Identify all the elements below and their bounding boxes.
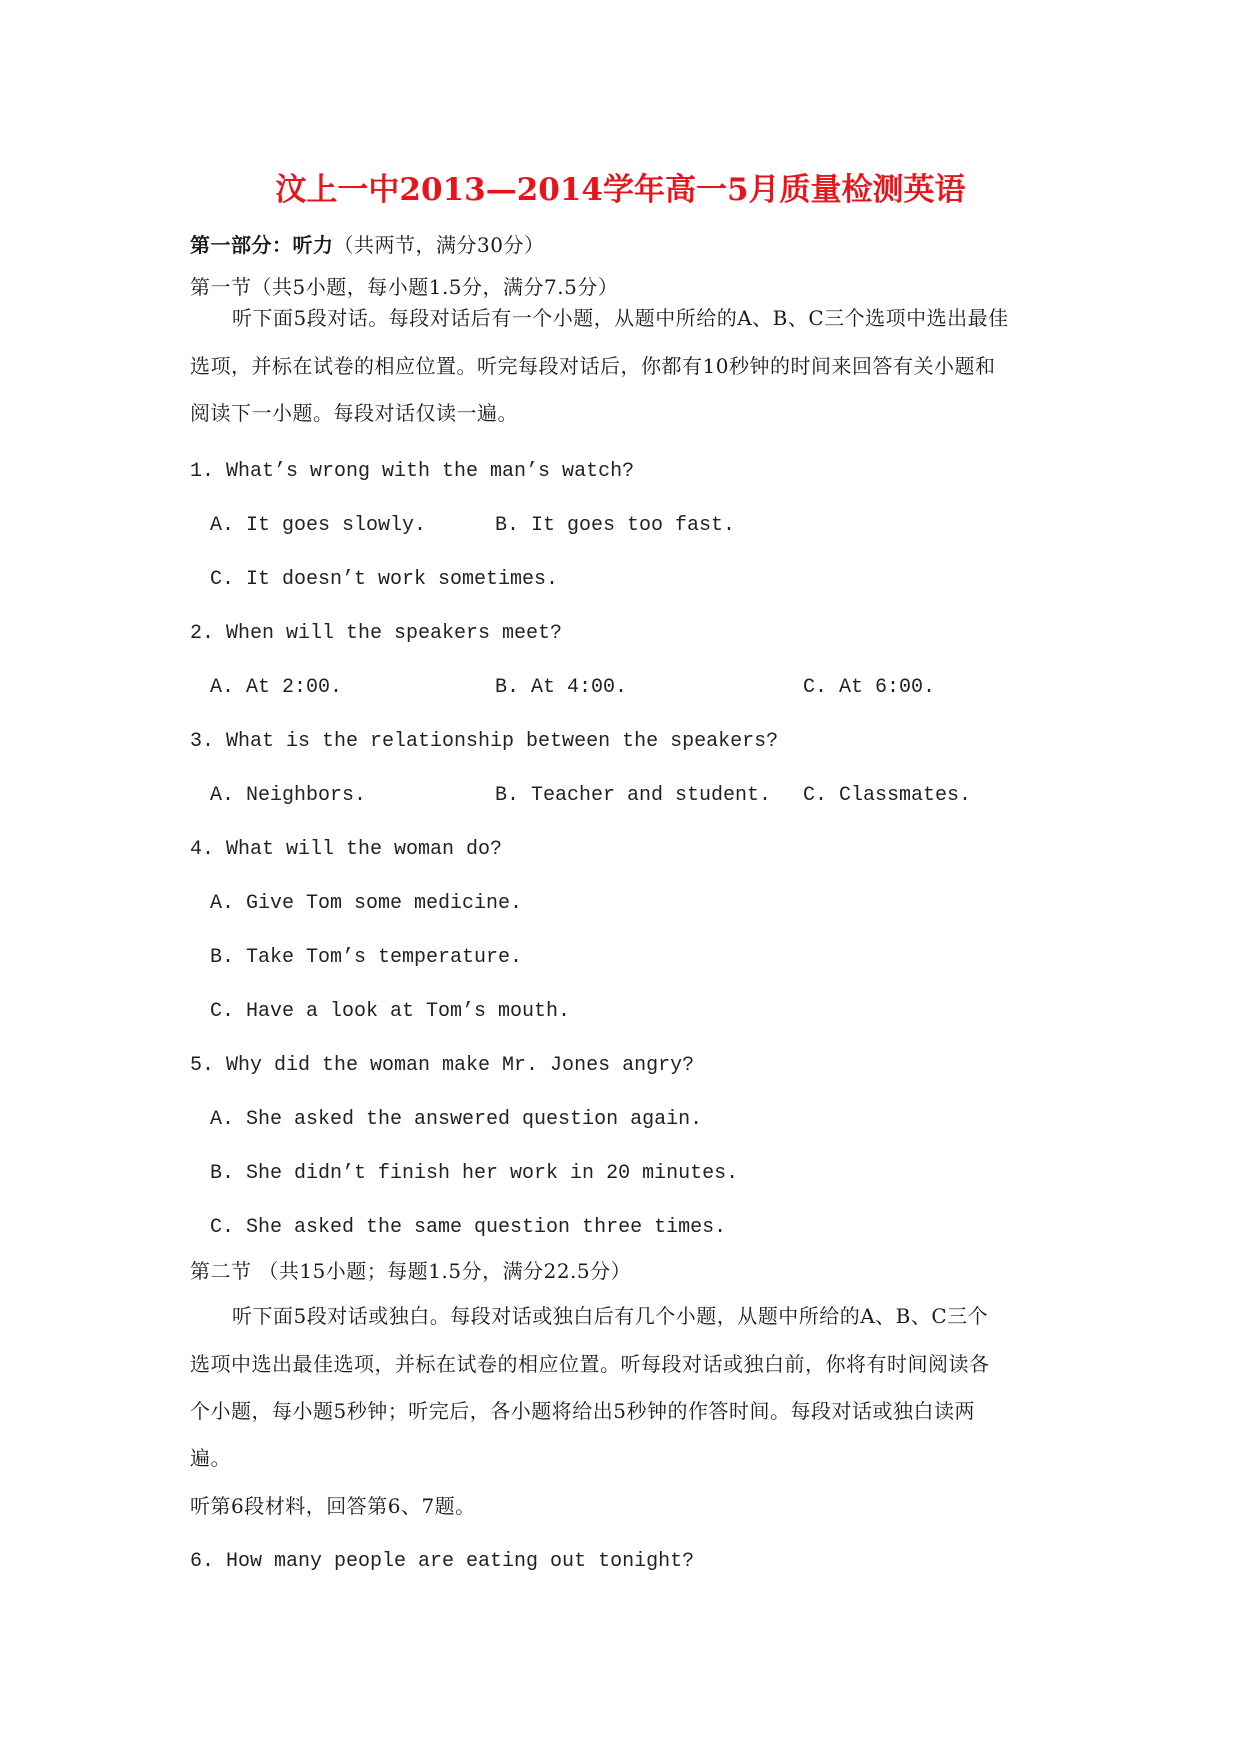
q4-option-a: A. Give Tom some medicine.	[210, 892, 523, 915]
q2-option-a: A. At 2:00.	[210, 676, 343, 699]
question-6: 6. How many people are eating out tonight?	[190, 1550, 695, 1573]
q4-option-b: B. Take Tom’s temperature.	[210, 946, 523, 969]
q5-option-c: C. She asked the same question three times.	[210, 1216, 727, 1239]
part1-heading-rest: （共两节，满分30分）	[333, 233, 545, 257]
section1-instruction-line: 阅读下一小题。每段对话仅读一遍。	[190, 401, 518, 425]
question-2: 2. When will the speakers meet?	[190, 622, 563, 645]
q4-option-c: C. Have a look at Tom’s mouth.	[210, 1000, 571, 1023]
q1-option-b: B. It goes too fast.	[495, 514, 736, 537]
question-3: 3. What is the relationship between the speakers?	[190, 730, 779, 753]
q5-option-b: B. She didn’t finish her work in 20 minutes.	[210, 1162, 739, 1185]
q3-option-a: A. Neighbors.	[210, 784, 367, 807]
q1-option-c: C. It doesn’t work sometimes.	[210, 568, 559, 591]
document-title: 汶上一中2013—2014学年高一5月质量检测英语	[275, 172, 966, 208]
section2-instruction-line: 听下面5段对话或独白。每段对话或独白后有几个小题，从题中所给的A、B、C三个	[232, 1304, 989, 1328]
q3-option-b: B. Teacher and student.	[495, 784, 772, 807]
q3-option-c: C. Classmates.	[803, 784, 972, 807]
section2-instruction-line: 遍。	[190, 1446, 231, 1470]
section2-instruction-line: 个小题，每小题5秒钟；听完后，各小题将给出5秒钟的作答时间。每段对话或独白读两	[190, 1399, 975, 1423]
q2-option-b: B. At 4:00.	[495, 676, 628, 699]
part1-heading-bold: 第一部分：听力	[190, 233, 334, 257]
material-note: 听第6段材料，回答第6、7题。	[190, 1494, 476, 1518]
q5-option-a: A. She asked the answered question again.	[210, 1108, 703, 1131]
section2-heading: 第二节 （共15小题；每题1.5分，满分22.5分）	[190, 1259, 632, 1283]
section1-heading: 第一节（共5小题，每小题1.5分，满分7.5分）	[190, 275, 619, 299]
question-1: 1. What’s wrong with the man’s watch?	[190, 460, 635, 483]
section1-instruction-line: 听下面5段对话。每段对话后有一个小题，从题中所给的A、B、C三个选项中选出最佳	[232, 306, 1009, 330]
section1-instruction-line: 选项，并标在试卷的相应位置。听完每段对话后，你都有10秒钟的时间来回答有关小题和	[190, 354, 996, 378]
section2-instruction-line: 选项中选出最佳选项，并标在试卷的相应位置。听每段对话或独白前，你将有时间阅读各	[190, 1352, 990, 1376]
part1-heading	[190, 229, 544, 258]
q2-option-c: C. At 6:00.	[803, 676, 936, 699]
question-4: 4. What will the woman do?	[190, 838, 503, 861]
q1-option-a: A. It goes slowly.	[210, 514, 427, 537]
question-5: 5. Why did the woman make Mr. Jones angry?	[190, 1054, 695, 1077]
